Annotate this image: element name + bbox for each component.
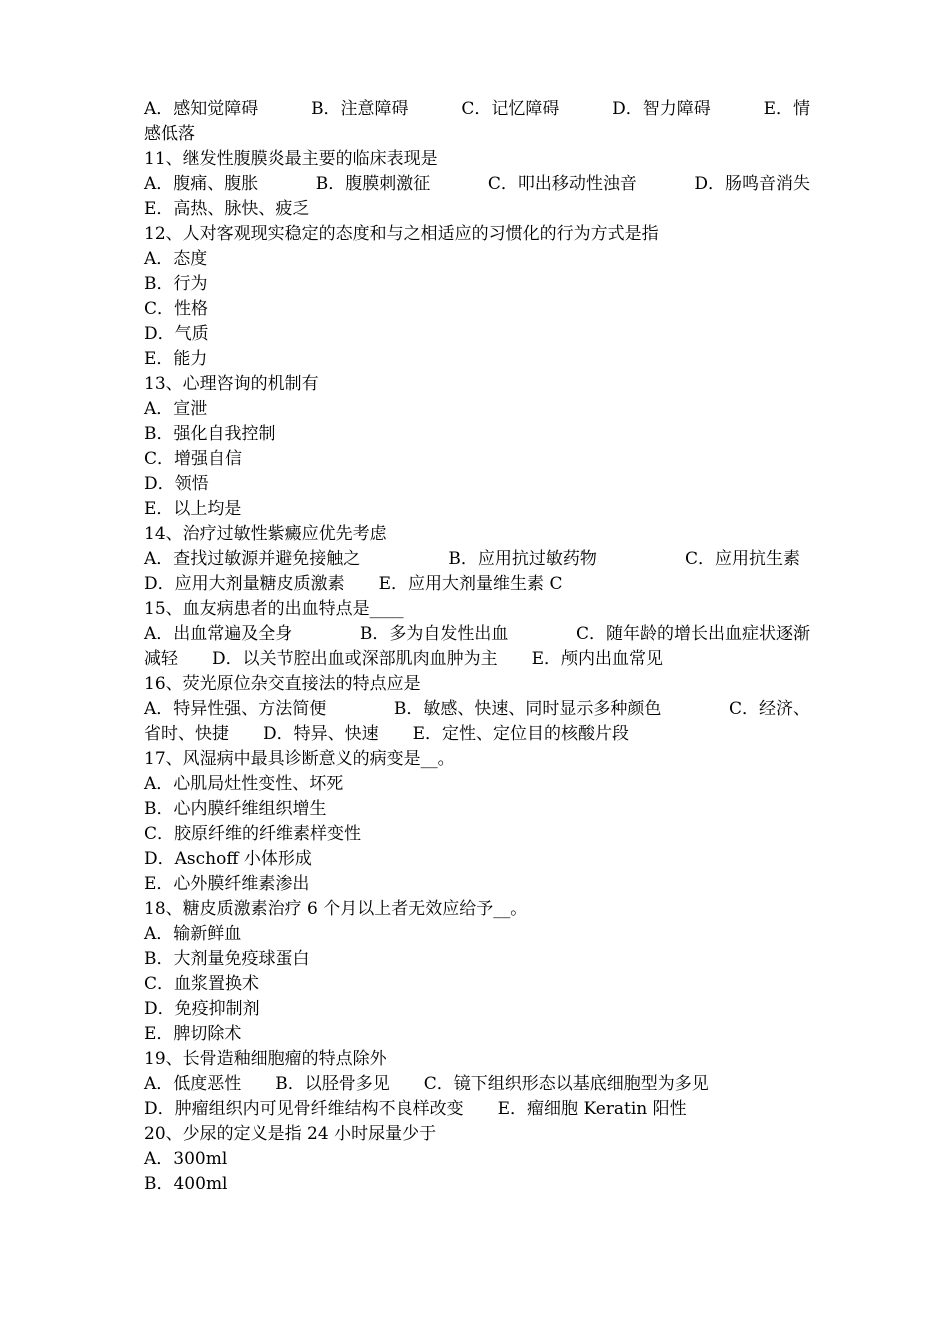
- answer-option: C．随年龄的增长出血症状逐渐: [575, 624, 810, 644]
- answer-option-line: C．性格: [144, 299, 209, 319]
- answer-option-line: A．宣泄: [144, 399, 208, 419]
- answer-option: C．叩出移动性浊音: [487, 174, 637, 194]
- question-stem: 18、糖皮质激素治疗 6 个月以上者无效应给予__。: [144, 899, 528, 919]
- answer-option: 减轻: [144, 649, 178, 669]
- answer-options-row: [144, 1097, 810, 1122]
- question-stem: 15、血友病患者的出血特点是____: [144, 599, 404, 619]
- answer-options-row: [144, 547, 800, 572]
- answer-option-line: D．气质: [144, 324, 209, 344]
- answer-option: A．特异性强、方法简便: [144, 699, 327, 719]
- answer-option: C．镜下组织形态以基底细胞型为多见: [423, 1074, 709, 1094]
- question-stem: 12、人对客观现实稳定的态度和与之相适应的习惯化的行为方式是指: [144, 224, 659, 244]
- answer-option: D．以关节腔出血或深部肌肉血肿为主: [212, 649, 498, 669]
- question-stem: 19、长骨造釉细胞瘤的特点除外: [144, 1049, 387, 1069]
- question-stem: 13、心理咨询的机制有: [144, 374, 319, 394]
- answer-option-line: D．免疫抑制剂: [144, 999, 260, 1019]
- answer-option: E．定性、定位目的核酸片段: [412, 724, 630, 744]
- answer-option: E．颅内出血常见: [531, 649, 664, 669]
- answer-option-line: E．能力: [144, 349, 208, 369]
- answer-option-line: B．心内膜纤维组织增生: [144, 799, 327, 819]
- answer-options-row: [144, 722, 810, 747]
- answer-option: A．出血常遍及全身: [144, 624, 293, 644]
- answer-option: C．记忆障碍: [461, 99, 560, 119]
- answer-option: B．注意障碍: [311, 99, 409, 119]
- answer-option-line: A．300ml: [144, 1149, 228, 1169]
- answer-option: D．应用大剂量糖皮质激素: [144, 574, 345, 594]
- answer-options-row: [144, 97, 810, 122]
- question-stem: 17、风湿病中最具诊断意义的病变是__。: [144, 749, 455, 769]
- answer-options-row: [144, 1072, 810, 1097]
- answer-option-line: E．脾切除术: [144, 1024, 242, 1044]
- answer-option-line: B．400ml: [144, 1174, 228, 1194]
- question-stem: 16、荧光原位杂交直接法的特点应是: [144, 674, 421, 694]
- question-stem: 20、少尿的定义是指 24 小时尿量少于: [144, 1124, 437, 1144]
- answer-option-line: E．以上均是: [144, 499, 242, 519]
- answer-option: B．以胫骨多见: [275, 1074, 390, 1094]
- answer-option: B．应用抗过敏药物: [448, 549, 597, 569]
- answer-option: A．查找过敏源并避免接触之: [144, 549, 361, 569]
- question-list: [144, 97, 810, 1197]
- answer-option: A．腹痛、腹胀: [144, 174, 259, 194]
- answer-options-row: [144, 572, 810, 597]
- answer-option: B．敏感、快速、同时显示多种颜色: [393, 699, 662, 719]
- answer-options-row: [144, 647, 810, 672]
- answer-option-line: B．行为: [144, 274, 208, 294]
- answer-option: E．情: [763, 99, 810, 119]
- answer-options-row: [144, 622, 810, 647]
- answer-option-line: A．心肌局灶性变性、坏死: [144, 774, 344, 794]
- question-stem: 14、治疗过敏性紫癜应优先考虑: [144, 524, 387, 544]
- answer-option: D．特异、快速: [263, 724, 379, 744]
- answer-option-line: B．大剂量免疫球蛋白: [144, 949, 310, 969]
- answer-option: D．智力障碍: [612, 99, 711, 119]
- answer-options-row: [144, 697, 810, 722]
- answer-option: D．肠鸣音消失: [694, 174, 810, 194]
- answer-option: A．低度恶性: [144, 1074, 242, 1094]
- answer-options-row: [144, 172, 810, 197]
- answer-option-line: C．胶原纤维的纤维素样变性: [144, 824, 362, 844]
- answer-option: B．多为自发性出血: [359, 624, 509, 644]
- answer-option: A．感知觉障碍: [144, 99, 259, 119]
- question-stem: 11、继发性腹膜炎最主要的临床表现是: [144, 149, 438, 169]
- answer-option-line: A．输新鲜血: [144, 924, 242, 944]
- answer-option-line: D．Aschoff 小体形成: [144, 849, 312, 869]
- answer-option: B．腹膜刺激征: [315, 174, 431, 194]
- answer-option: C．经济、: [728, 699, 810, 719]
- answer-option-line: E．高热、脉快、疲乏: [144, 199, 310, 219]
- answer-option-line: 感低落: [144, 124, 195, 144]
- document-page: [144, 97, 810, 1197]
- answer-option-line: E．心外膜纤维素渗出: [144, 874, 310, 894]
- answer-option-line: C．血浆置换术: [144, 974, 260, 994]
- answer-option-line: D．领悟: [144, 474, 209, 494]
- answer-option: D．肿瘤组织内可见骨纤维结构不良样改变: [144, 1099, 464, 1119]
- answer-option-line: A．态度: [144, 249, 208, 269]
- answer-option: 省时、快捷: [144, 724, 229, 744]
- answer-option: E．应用大剂量维生素 C: [378, 574, 563, 594]
- answer-option: E．瘤细胞 Keratin 阳性: [497, 1099, 687, 1119]
- answer-option-line: B．强化自我控制: [144, 424, 276, 444]
- answer-option-line: C．增强自信: [144, 449, 243, 469]
- answer-option: C．应用抗生素: [684, 549, 800, 569]
